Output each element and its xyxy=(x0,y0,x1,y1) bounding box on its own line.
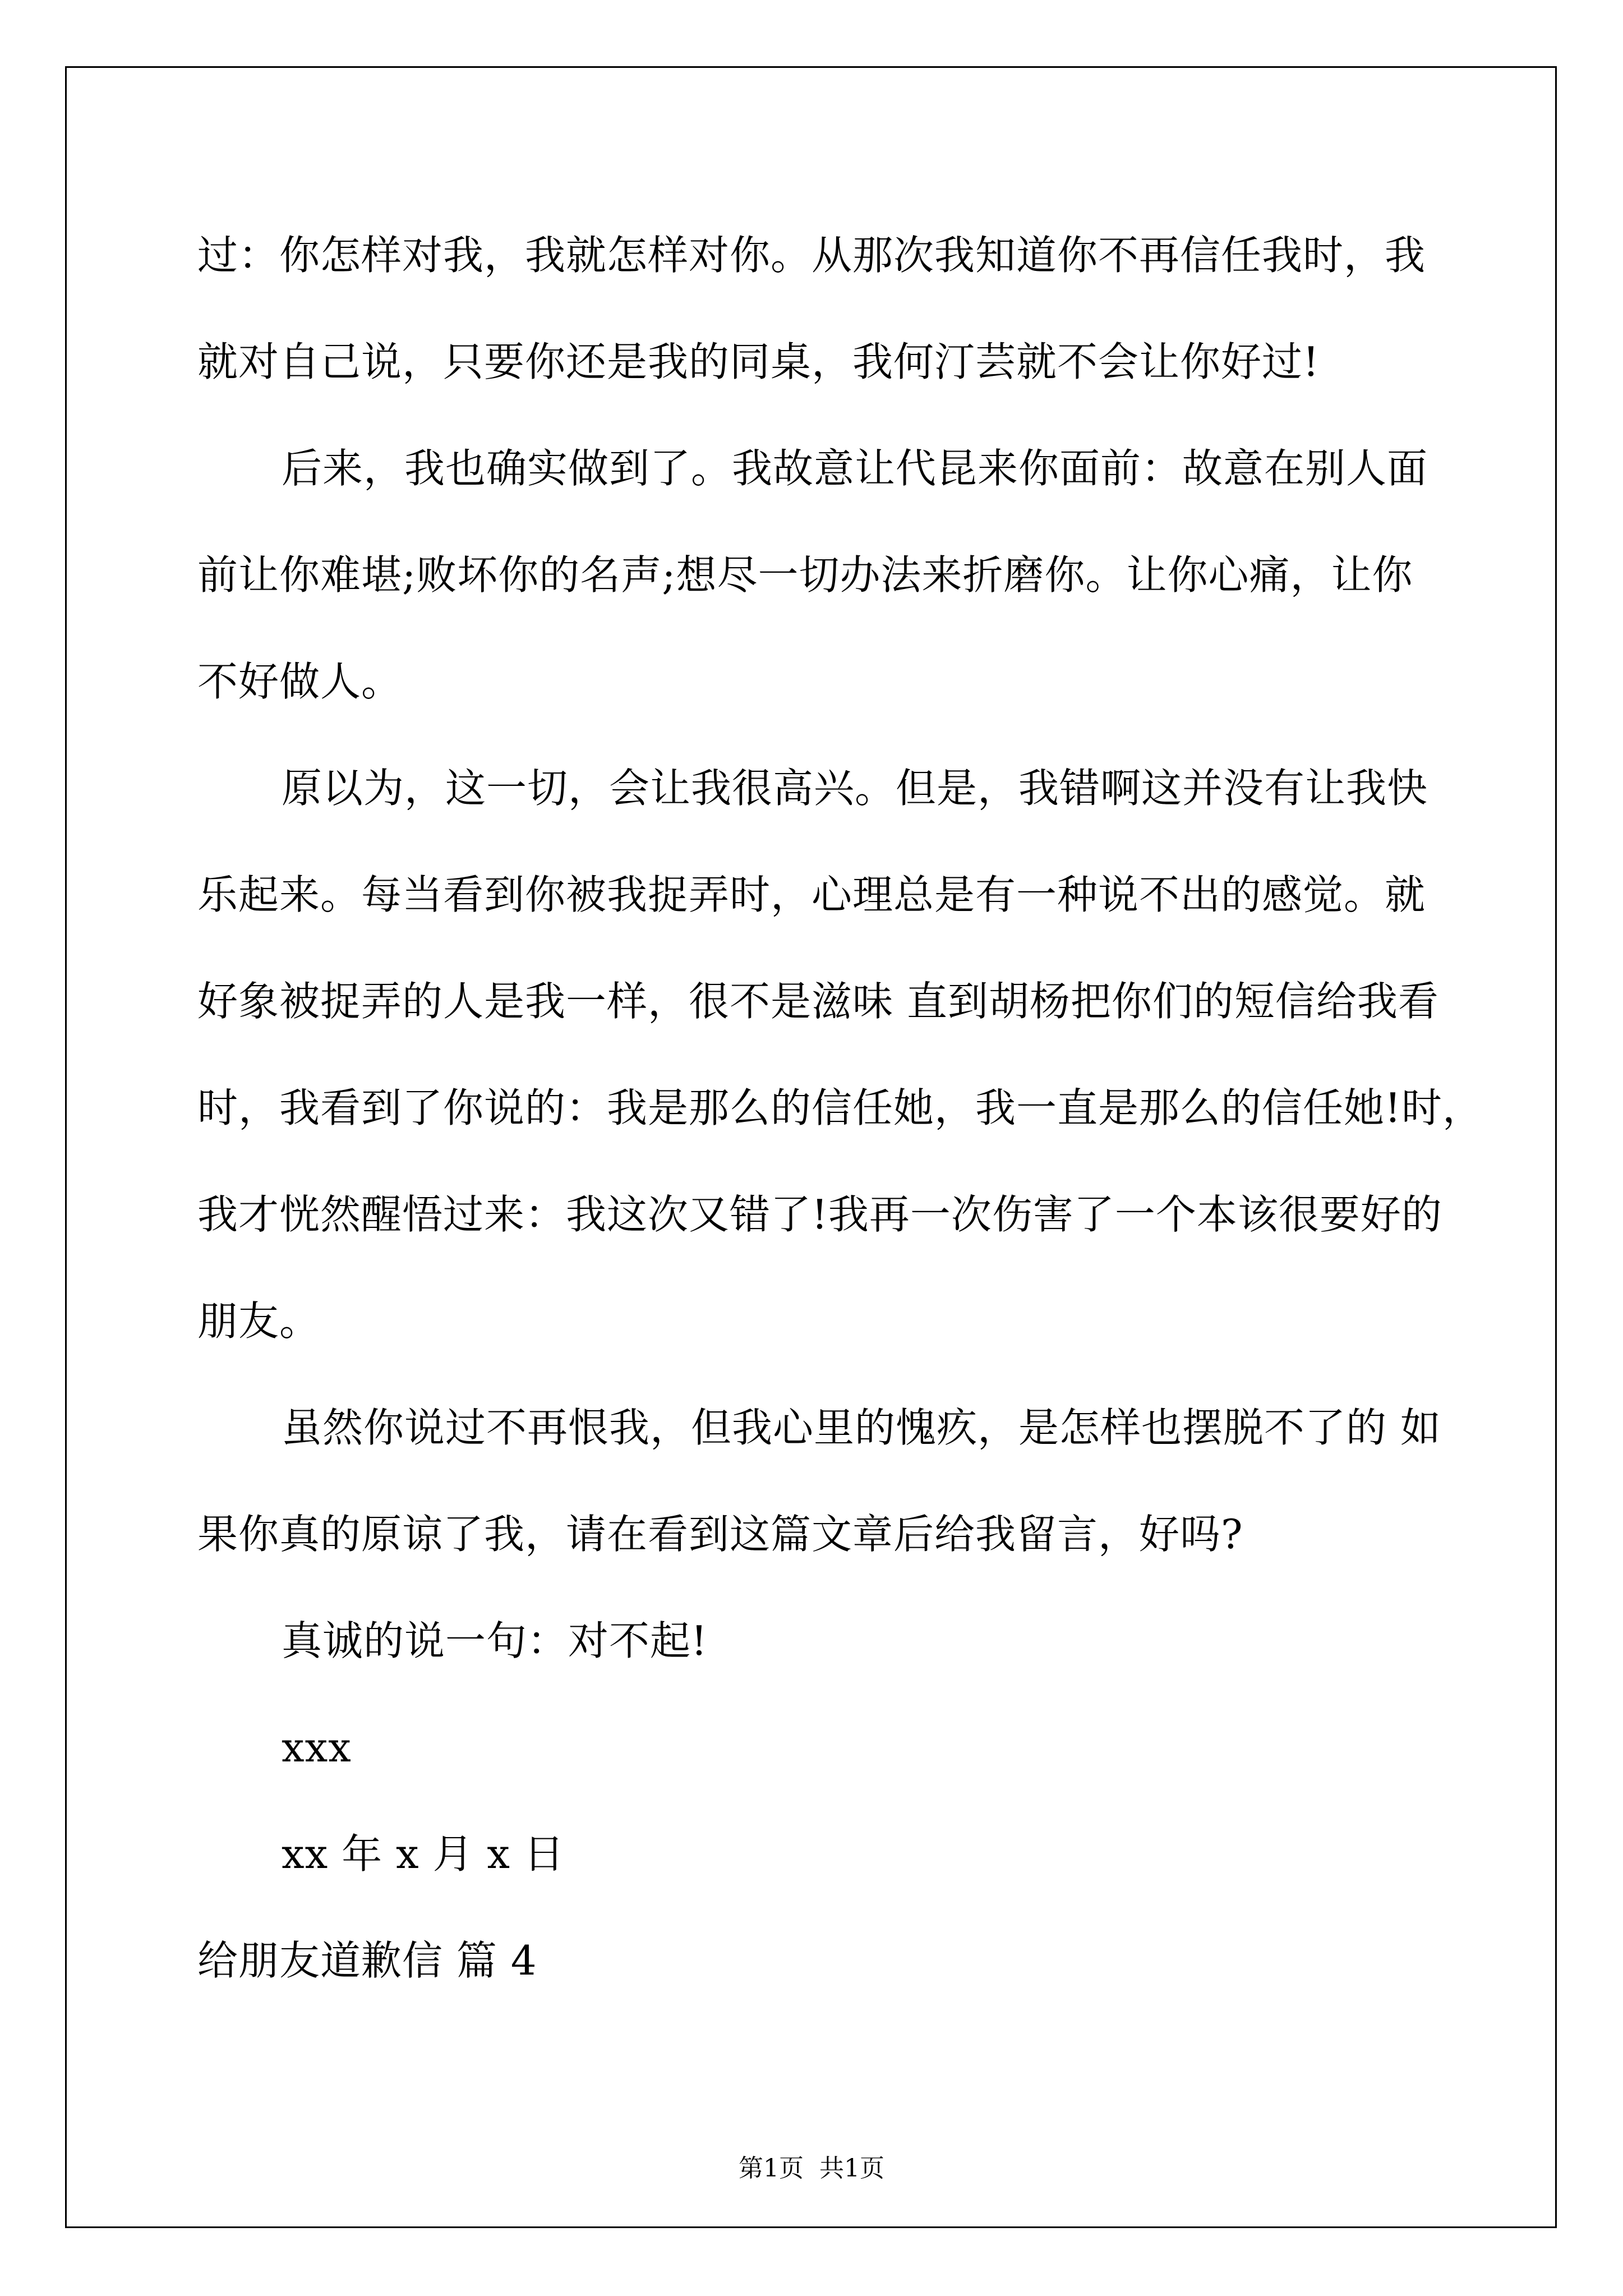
text-line: 过：你怎样对我，我就怎样对你。从那次我知道你不再信任我时，我 xyxy=(197,232,1426,279)
text-line: 朋友。 xyxy=(197,1297,321,1345)
paragraph-start: 后来，我也确实做到了。我故意让代昆来你面前：故意在别人面 xyxy=(282,445,1428,492)
date-line: xx 年 x 月 x 日 xyxy=(282,1830,565,1878)
signature: xxx xyxy=(282,1724,352,1771)
paragraph-start: 虽然你说过不再恨我，但我心里的愧疚，是怎样也摆脱不了的 如 xyxy=(282,1404,1441,1451)
text-line: 好象被捉弄的人是我一样，很不是滋味 直到胡杨把你们的短信给我看 xyxy=(197,978,1439,1025)
text-line: 时，我看到了你说的：我是那么的信任她，我一直是那么的信任她!时， xyxy=(197,1084,1483,1131)
section-heading: 给朋友道歉信 篇 4 xyxy=(197,1937,537,1984)
text-line: 乐起来。每当看到你被我捉弄时，心理总是有一种说不出的感觉。就 xyxy=(197,871,1426,918)
text-line: 我才恍然醒悟过来：我这次又错了!我再一次伤害了一个本该很要好的 xyxy=(197,1191,1442,1238)
text-line: 果你真的原谅了我，请在看到这篇文章后给我留言，好吗? xyxy=(197,1511,1243,1558)
text-line: 不好做人。 xyxy=(197,658,403,705)
page-number-footer: 第1页 共1页 xyxy=(739,2154,884,2183)
text-line: 就对自己说，只要你还是我的同桌，我何汀芸就不会让你好过! xyxy=(197,338,1320,385)
paragraph-start: 原以为，这一切，会让我很高兴。但是，我错啊这并没有让我快 xyxy=(282,765,1428,812)
text-line: 前让你难堪;败坏你的名声;想尽一切办法来折磨你。让你心痛，让你 xyxy=(197,551,1413,599)
document-body xyxy=(197,202,1483,2014)
closing-line: 真诚的说一句：对不起! xyxy=(282,1617,708,1664)
